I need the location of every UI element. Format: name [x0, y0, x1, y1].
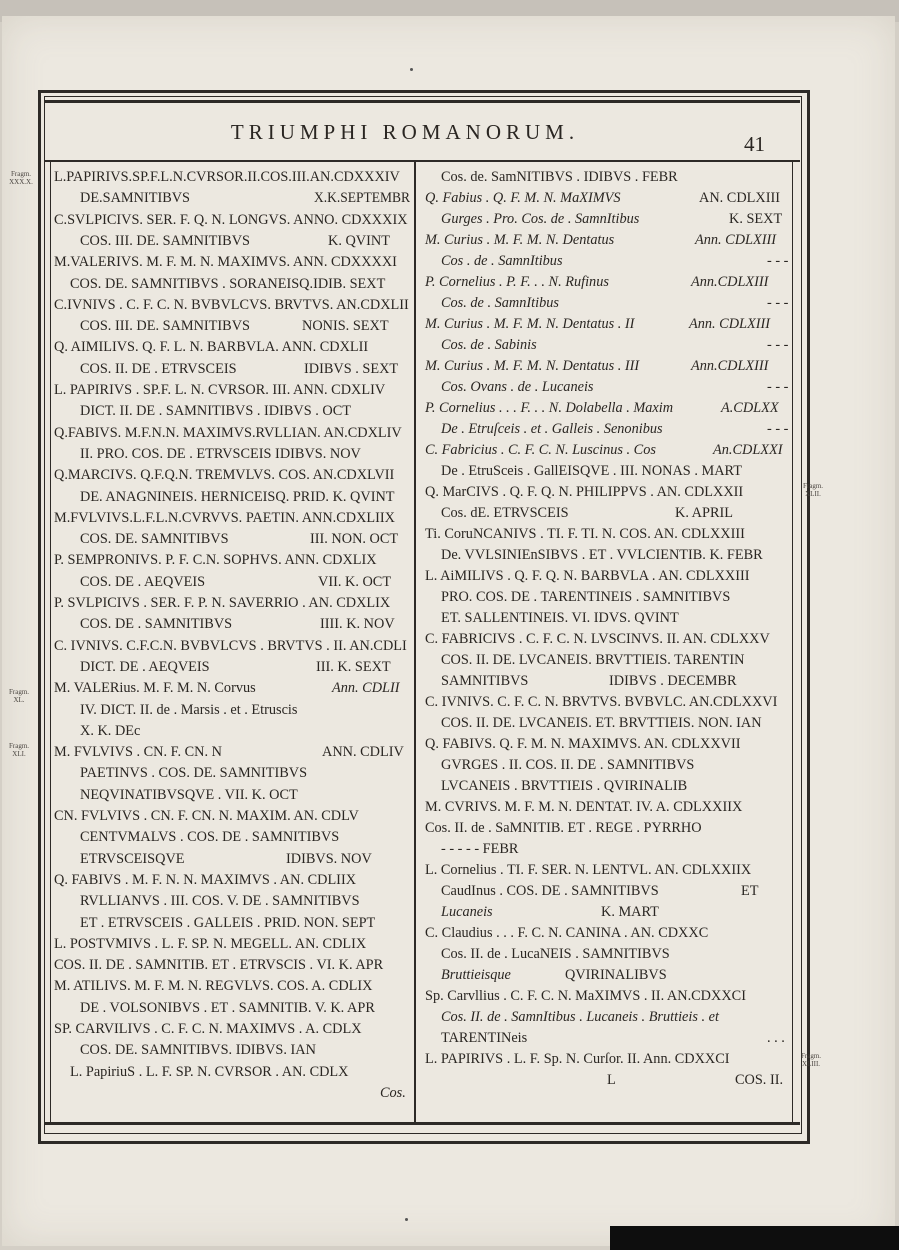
inscription-line	[52, 763, 410, 783]
inscription-text: PRO. COS. DE . TARENTINEIS . SAMNITIBVS	[441, 589, 731, 605]
inscription-text: Q. Fabius . Q. F. M. N. MaXIMVS	[425, 190, 621, 206]
page-title: TRIUMPHI ROMANORUM.	[230, 120, 580, 144]
inscription-line	[423, 650, 789, 670]
inscription-text: ETRVSCEISQVE	[80, 850, 185, 867]
inscription-line	[52, 1083, 410, 1103]
inscription-date: - - -	[767, 295, 789, 311]
header-rule	[44, 160, 800, 162]
inscription-text: M. CVRIVS. M. F. M. N. DENTAT. IV. A. CDLXXIIX	[425, 799, 743, 815]
inscription-line	[423, 566, 789, 586]
inscription-line	[52, 742, 410, 762]
inscription-text: Q.FABIVS. M.F.N.N. MAXIMVS.RVLLIAN. AN.CDXLIV	[54, 424, 402, 441]
inscription-line	[52, 529, 410, 549]
inscription-text: LVCANEIS . BRVTTIEIS . QVIRINALIB	[441, 778, 688, 794]
inscription-line	[52, 806, 410, 826]
inscription-line	[423, 839, 789, 859]
inscription-line	[52, 1019, 410, 1039]
inscription-line	[423, 776, 789, 796]
inscription-text: DICT. DE . AEQVEIS	[80, 658, 210, 675]
inscription-text: C. Claudius . . . F. C. N. CANINA . AN. CDXXC	[425, 925, 709, 941]
inscription-line	[423, 314, 789, 334]
inscription-text: De. VVLSINIEnSIBVS . ET . VVLCIENTIB. K. FEBR	[441, 547, 763, 563]
inscription-line	[52, 934, 410, 954]
inscription-text: COS. DE . AEQVEIS	[80, 573, 206, 590]
inscription-text: PAETINVS . COS. DE. SAMNITIBVS	[80, 765, 308, 782]
inscription-text: Cos. II. de . LucaNEIS . SAMNITIBVS	[441, 946, 670, 962]
inscription-line	[423, 356, 789, 376]
inscription-line	[423, 902, 789, 922]
column-divider	[414, 162, 416, 1122]
inscription-date: ET	[741, 883, 759, 899]
ink-dot	[410, 68, 413, 71]
inscription-date: - - -	[767, 253, 789, 269]
inscription-line	[52, 359, 410, 379]
inscription-text: L. POSTVMIVS . L. F. SP. N. MEGELL. AN. CDLIX	[54, 935, 367, 952]
inscription-line	[423, 398, 789, 418]
inscription-text: Lucaneis	[441, 904, 493, 920]
inscription-line	[423, 503, 789, 523]
right-column-rule	[792, 162, 793, 1122]
inscription-text: ET . ETRVSCEIS . GALLEIS . PRID. NON. SEPT	[80, 914, 376, 931]
inscription-line	[423, 860, 789, 880]
inscription-line	[52, 614, 410, 634]
inscription-text: SAMNITIBVS	[441, 673, 529, 689]
margin-fragment-note: Fragm. XLI.	[8, 742, 30, 758]
footer-rule	[44, 1122, 800, 1125]
inscription-line	[423, 965, 789, 985]
inscription-line	[52, 316, 410, 336]
inscription-line	[423, 923, 789, 943]
inscription-line	[423, 944, 789, 964]
inscription-date: IDIBVS . SEXT	[304, 360, 399, 377]
inscription-text: COS. II. DE. LVCANEIS. ET. BRVTTIEIS. NON. IAN	[441, 715, 762, 731]
inscription-line	[52, 337, 410, 357]
inscription-date: A.CDLXX	[721, 400, 779, 416]
inscription-line	[423, 608, 789, 628]
scan-shadow	[610, 1226, 899, 1250]
inscription-text: C. FABRICIVS . C. F. C. N. LVSCINVS. II. AN. CDLXXV	[425, 631, 770, 647]
inscription-date: IIII. K. NOV	[320, 616, 395, 633]
inscription-text: M. ATILIVS. M. F. M. N. REGVLVS. COS. A. CDLIX	[54, 978, 373, 995]
inscription-text: M. Curius . M. F. M. N. Dentatus . II	[425, 316, 635, 332]
inscription-line	[423, 629, 789, 649]
inscription-text: Cos. II. de . SaMNITIB. ET . REGE . PYRRHO	[425, 820, 702, 836]
margin-fragment-note: Fragm. XXX.X.	[9, 170, 33, 186]
inscription-text: Cos. de. SamNITIBVS . IDIBVS . FEBR	[441, 169, 678, 185]
inscription-date: IDIBVS . DECEMBR	[609, 673, 737, 689]
inscription-line	[423, 335, 789, 355]
inscription-line	[423, 881, 789, 901]
inscription-line	[423, 1049, 789, 1069]
inscription-text: DICT. II. DE . SAMNITIBVS . IDIBVS . OCT	[80, 403, 351, 420]
inscription-text: COS. III. DE. SAMNITIBVS	[80, 232, 250, 249]
inscription-line	[423, 1007, 789, 1027]
header-rule-top	[44, 100, 800, 103]
inscription-line	[423, 188, 789, 208]
inscription-text: C. IVNIVS. C.F.C.N. BVBVLCVS . BRVTVS . II. AN.CDLI	[54, 637, 407, 654]
inscription-line	[423, 377, 789, 397]
inscription-text: Q. FABIVS . M. F. N. N. MAXIMVS . AN. CDLIIX	[54, 871, 357, 888]
inscription-line	[423, 440, 789, 460]
inscription-text: Q. MarCIVS . Q. F. Q. N. PHILIPPVS . AN. CDLXXII	[425, 484, 744, 500]
inscription-date: Ann.CDLXIII	[691, 274, 769, 290]
inscription-text: C.IVNIVS . C. F. C. N. BVBVLCVS. BRVTVS. AN.CDXLII	[54, 296, 409, 313]
inscription-line	[52, 188, 410, 208]
inscription-line	[52, 274, 410, 294]
inscription-line	[52, 657, 410, 677]
inscription-line	[52, 891, 410, 911]
inscription-line	[52, 550, 410, 570]
inscription-line	[52, 380, 410, 400]
inscription-date: X.K.SEPTEMBR	[314, 190, 410, 207]
inscription-text: L. AiMILIVS . Q. F. Q. N. BARBVLA . AN. CDLXXIII	[425, 568, 750, 584]
inscription-text: COS. DE . SAMNITIBVS	[80, 616, 233, 633]
inscription-text: Cos. de . Sabinis	[441, 337, 537, 353]
inscription-line	[423, 230, 789, 250]
inscription-text: CN. FVLVIVS . CN. F. CN. N. MAXIM. AN. CDLV	[54, 808, 359, 824]
inscription-text: L.PAPIRIVS.SP.F.L.N.CVRSOR.II.COS.III.AN.CDXXXIV	[54, 169, 400, 185]
inscription-text: DE.SAMNITIBVS	[80, 190, 191, 207]
inscription-line	[423, 482, 789, 502]
inscription-text: M. VALERius. M. F. M. N. Corvus	[54, 680, 256, 697]
inscription-date: K. APRIL	[675, 505, 733, 521]
inscription-line	[423, 734, 789, 754]
inscription-line	[52, 593, 410, 613]
inscription-text: P. SVLPICIVS . SER. F. P. N. SAVERRIO . AN. CDXLIX	[54, 595, 391, 611]
inscription-text: L. Cornelius . TI. F. SER. N. LENTVL. AN. CDLXXIIX	[425, 862, 752, 878]
inscription-text: L. PAPIRIVS . SP.F. L. N. CVRSOR. III. ANN. CDXLIV	[54, 382, 386, 398]
inscription-date: - - -	[767, 379, 789, 395]
inscription-text: Cos.	[380, 1084, 406, 1101]
inscription-line	[52, 231, 410, 251]
ink-dot	[405, 1218, 408, 1221]
inscription-text: COS. DE. SAMNITIBVS	[80, 531, 229, 548]
inscription-text: IV. DICT. II. de . Marsis . et . Etruscis	[80, 701, 298, 718]
inscription-text: Cos . de . SamnItibus	[441, 253, 563, 269]
inscription-line	[423, 1028, 789, 1048]
inscription-line	[423, 713, 789, 733]
inscription-line	[52, 252, 410, 272]
inscription-date: ANN. CDLIV	[322, 744, 404, 761]
inscription-line	[423, 419, 789, 439]
inscription-line	[423, 1070, 789, 1090]
inscription-date: QVIRINALIBVS	[565, 967, 667, 983]
margin-fragment-note: Fragm. XL.	[8, 688, 30, 704]
inscription-line	[52, 1040, 410, 1060]
inscription-line	[52, 508, 410, 528]
inscription-line	[423, 251, 789, 271]
inscription-date: An.CDLXXI	[713, 442, 783, 458]
inscription-line	[52, 913, 410, 933]
inscription-text: Gurges . Pro. Cos. de . SamnItibus	[441, 211, 640, 227]
inscription-line	[52, 295, 410, 315]
inscription-text: P. Cornelius . . . F. . . N. Dolabella . Maxim	[425, 400, 674, 416]
inscription-text: COS. II. DE. LVCANEIS. BRVTTIEIS. TARENTIN	[441, 652, 745, 668]
inscription-date: III. K. SEXT	[316, 658, 391, 675]
inscription-text: COS. III. DE. SAMNITIBVS	[80, 318, 250, 335]
left-column-rule	[50, 162, 51, 1122]
inscription-text: Q. FABIVS. Q. F. M. N. MAXIMVS. AN. CDLXXVII	[425, 736, 741, 752]
inscription-text: Sp. Carvllius . C. F. C. N. MaXIMVS . II. AN.CDXXCI	[425, 988, 746, 1004]
inscription-text: M.FVLVIVS.L.F.L.N.CVRVVS. PAETIN. ANN.CDXLIIX	[54, 509, 396, 526]
inscription-date: NONIS. SEXT	[302, 318, 389, 335]
inscription-line	[52, 998, 410, 1018]
inscription-text: M.VALERIVS. M. F. M. N. MAXIMVS. ANN. CDXXXXI	[54, 254, 397, 271]
inscription-date: III. NON. OCT	[310, 531, 399, 548]
inscription-text: C. IVNIVS. C. F. C. N. BRVTVS. BVBVLC. AN.CDLXXVI	[425, 694, 778, 710]
inscription-line	[423, 272, 789, 292]
inscription-date: Ann. CDLII	[332, 680, 400, 697]
inscription-text: NEQVINATIBVSQVE . VII. K. OCT	[80, 786, 298, 803]
inscription-text: SP. CARVILIVS . C. F. C. N. MAXIMVS . A. CDLX	[54, 1021, 362, 1037]
inscription-line	[423, 461, 789, 481]
inscription-text: Q.MARCIVS. Q.F.Q.N. TREMVLVS. COS. AN.CDXLVII	[54, 467, 395, 484]
inscription-line	[52, 785, 410, 805]
inscription-text: - - - - - FEBR	[441, 841, 519, 857]
inscription-date: - - -	[767, 421, 789, 437]
inscription-line	[52, 465, 410, 485]
inscription-line	[423, 692, 789, 712]
inscription-line	[52, 444, 410, 464]
inscription-line	[52, 955, 410, 975]
inscription-text: COS. DE. SAMNITIBVS . SORANEISQ.IDIB. SEXT	[70, 275, 386, 292]
inscription-line	[423, 524, 789, 544]
inscription-text: X. K. DEc	[80, 722, 141, 739]
inscription-date: COS. II.	[735, 1072, 784, 1088]
inscription-line	[423, 209, 789, 229]
inscription-text: De . Etruſceis . et . Galleis . Senonibus	[441, 421, 663, 437]
inscription-line	[423, 167, 789, 187]
inscription-text: COS. II. DE . ETRVSCEIS	[80, 360, 237, 377]
inscription-date: K. SEXT	[729, 211, 783, 227]
inscription-date: VII. K. OCT	[318, 573, 392, 590]
inscription-text: L. PapiriuS . L. F. SP. N. CVRSOR . AN. CDLX	[70, 1063, 349, 1080]
inscription-text: Q. AIMILIVS. Q. F. L. N. BARBVLA. ANN. CDXLII	[54, 339, 369, 356]
inscription-line	[423, 671, 789, 691]
inscription-date: Ann.CDLXIII	[691, 358, 769, 374]
inscription-line	[52, 210, 410, 230]
inscription-date: K. MART	[601, 904, 659, 920]
inscription-text: CaudInus . COS. DE . SAMNITIBVS	[441, 883, 659, 899]
inscription-line	[52, 487, 410, 507]
inscription-text: COS. DE. SAMNITIBVS. IDIBVS. IAN	[80, 1042, 316, 1059]
inscription-text: M. Curius . M. F. M. N. Dentatus . III	[425, 358, 640, 374]
inscription-date: Ann. CDLXIII	[695, 232, 777, 248]
inscription-text: L	[607, 1072, 616, 1088]
inscription-text: RVLLIANVS . III. COS. V. DE . SAMNITIBVS	[80, 893, 360, 910]
inscription-date: K. QVINT	[328, 232, 390, 249]
inscription-line	[52, 827, 410, 847]
inscription-line	[52, 636, 410, 656]
inscription-line	[52, 721, 410, 741]
inscription-line	[52, 1062, 410, 1082]
inscription-text: L. PAPIRIVS . L. F. Sp. N. Curſor. II. Ann. CDXXCI	[425, 1051, 730, 1067]
inscription-line	[423, 293, 789, 313]
inscription-text: Ti. CoruNCANIVS . TI. F. TI. N. COS. AN. CDLXXIII	[425, 526, 745, 542]
inscription-text: Cos. II. de . SamnItibus . Lucaneis . Bruttieis . et	[441, 1009, 719, 1025]
inscription-date: - - -	[767, 337, 789, 353]
inscription-text: ET. SALLENTINEIS. VI. IDVS. QVINT	[441, 610, 679, 626]
inscription-text: Cos. dE. ETRVSCEIS	[441, 505, 569, 521]
inscription-text: COS. II. DE . SAMNITIB. ET . ETRVSCIS . VI. K. APR	[54, 957, 384, 974]
inscription-line	[52, 700, 410, 720]
inscription-line	[52, 167, 410, 187]
inscription-text: C. Fabricius . C. F. C. N. Luscinus . Cos	[425, 442, 656, 458]
inscription-date: AN. CDLXIII	[699, 190, 780, 206]
inscription-text: GVRGES . II. COS. II. DE . SAMNITIBVS	[441, 757, 695, 773]
inscription-text: Cos. Ovans . de . Lucaneis	[441, 379, 594, 395]
inscription-line	[52, 870, 410, 890]
inscription-text: TARENTINeis	[441, 1030, 528, 1046]
inscription-text: P. Cornelius . P. F. . . N. Rufinus	[425, 274, 609, 290]
inscription-line	[423, 986, 789, 1006]
margin-fragment-note: Fragm. XLII.	[802, 482, 824, 498]
inscription-text: CENTVMALVS . COS. DE . SAMNITIBVS	[80, 829, 340, 846]
inscription-text: II. PRO. COS. DE . ETRVSCEIS IDIBVS. NOV	[80, 445, 361, 462]
inscription-line	[423, 545, 789, 565]
page-number: 41	[744, 132, 765, 156]
inscription-date: IDIBVS. NOV	[286, 850, 372, 867]
inscription-text: M. FVLVIVS . CN. F. CN. N	[54, 744, 222, 761]
inscription-line	[52, 976, 410, 996]
inscription-line	[423, 797, 789, 817]
inscription-line	[52, 572, 410, 592]
inscription-date: . . .	[767, 1030, 785, 1046]
inscription-date: Ann. CDLXIII	[689, 316, 771, 332]
inscription-text: P. SEMPRONIVS. P. F. C.N. SOPHVS. ANN. CDXLIX	[54, 552, 377, 569]
inscription-text: M. Curius . M. F. M. N. Dentatus	[425, 232, 615, 248]
inscription-line	[423, 587, 789, 607]
inscription-text: DE . VOLSONIBVS . ET . SAMNITIB. V. K. APR	[80, 999, 375, 1016]
inscription-line	[52, 401, 410, 421]
inscription-text: C.SVLPICIVS. SER. F. Q. N. LONGVS. ANNO. CDXXXIX	[54, 211, 408, 228]
inscription-text: De . EtruSceis . GallEISQVE . III. NONAS . MART	[441, 463, 742, 479]
inscription-line	[52, 849, 410, 869]
margin-fragment-note: Fragm. XLIII.	[800, 1052, 822, 1068]
inscription-text: Cos. de . SamnItibus	[441, 295, 559, 311]
inscription-line	[423, 755, 789, 775]
inscription-line	[423, 818, 789, 838]
inscription-text: DE. ANAGNINEIS. HERNICEISQ. PRID. K. QVINT	[80, 488, 395, 505]
inscription-text: Bruttieisque	[441, 967, 511, 983]
inscription-line	[52, 423, 410, 443]
inscription-line	[52, 678, 410, 698]
